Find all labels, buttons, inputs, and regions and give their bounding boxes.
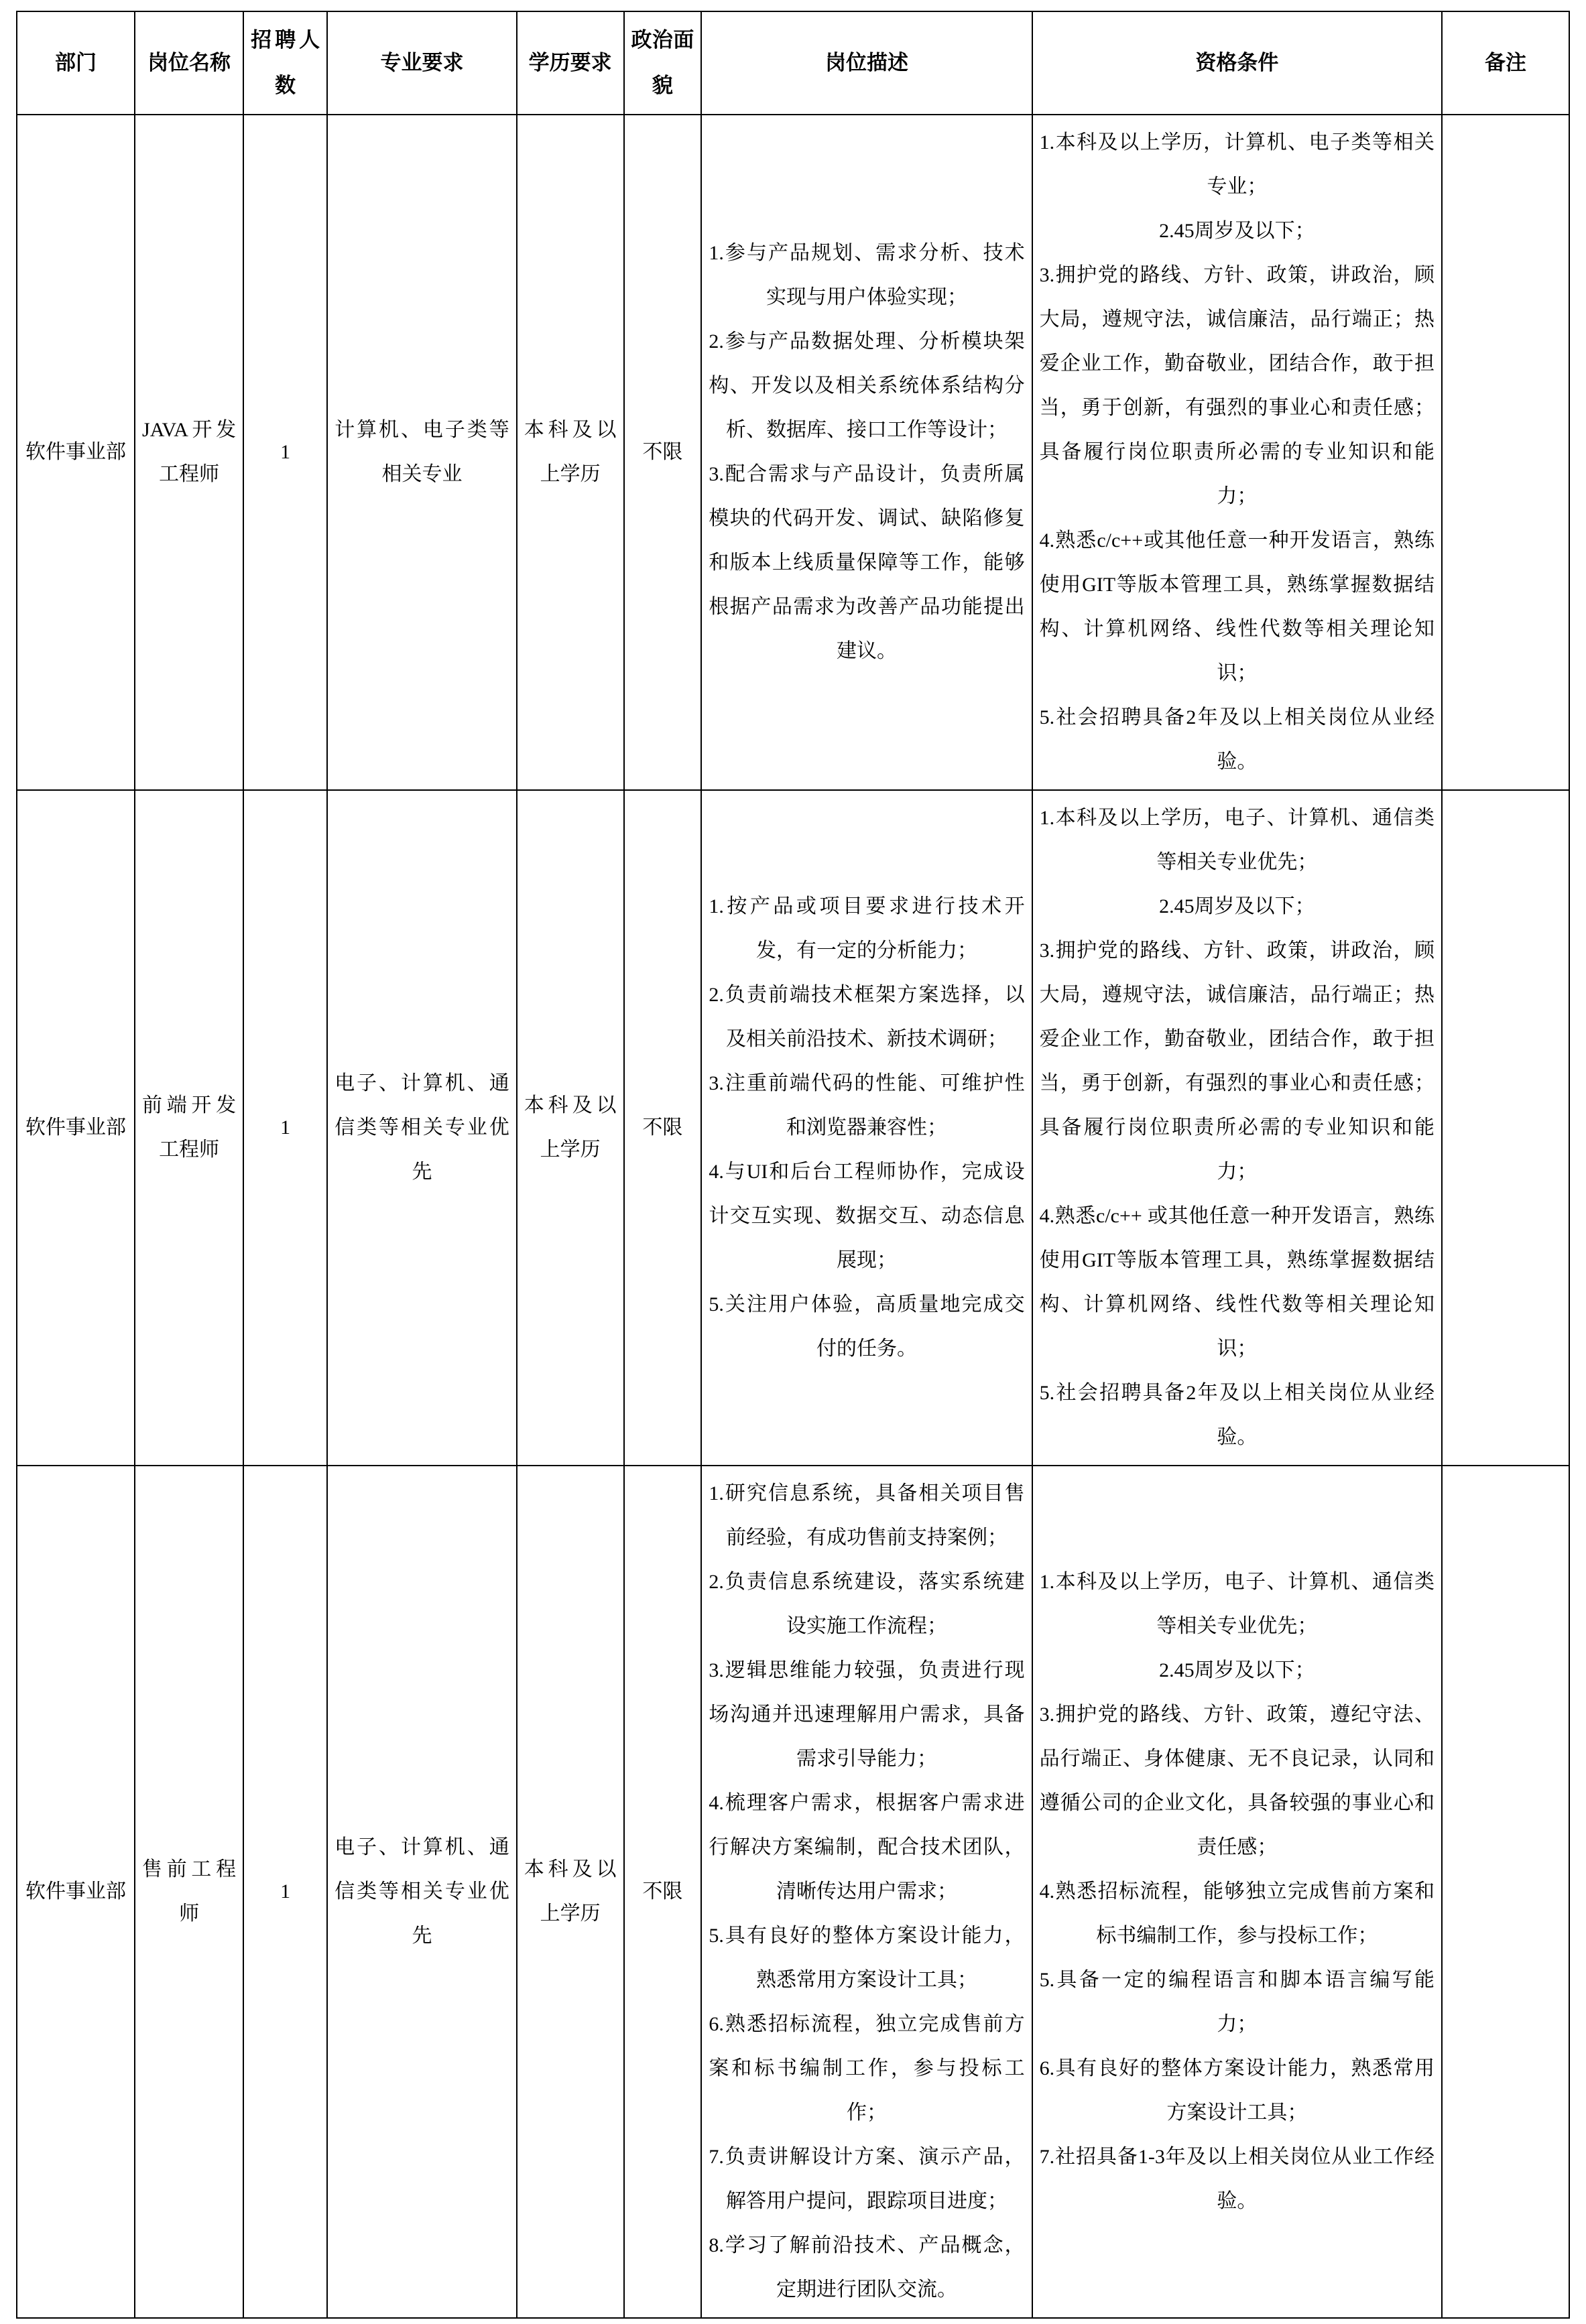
description-paragraph: 2.负责信息系统建设，落实系统建设实施工作流程； xyxy=(709,1571,1025,1638)
description-paragraph: 6.熟悉招标流程，独立完成售前方案和标书编制工作，参与投标工作； xyxy=(709,2013,1025,2124)
description-paragraph: 4.与UI和后台工程师协作，完成设计交互实现、数据交互、动态信息展现； xyxy=(709,1161,1025,1272)
column-header-political: 政治面貌 xyxy=(624,11,702,115)
qualifications-paragraph: 5.具备一定的编程语言和脚本语言编写能力； xyxy=(1039,1969,1435,2036)
description-paragraph: 4.梳理客户需求，根据客户需求进行解决方案编制，配合技术团队，清晰传达用户需求； xyxy=(709,1792,1025,1903)
qualifications-paragraph: 4.熟悉招标流程，能够独立完成售前方案和标书编制工作，参与投标工作； xyxy=(1039,1880,1435,1947)
cell-remark xyxy=(1442,115,1569,790)
description-paragraph: 3.逻辑思维能力较强，负责进行现场沟通并迅速理解用户需求，具备需求引导能力； xyxy=(709,1659,1025,1770)
qualifications-paragraph: 1.本科及以上学历，电子、计算机、通信类等相关专业优先； xyxy=(1039,1571,1435,1638)
description-paragraph: 5.具有良好的整体方案设计能力，熟悉常用方案设计工具； xyxy=(709,1925,1025,1992)
cell-position: 售前工程师 xyxy=(135,1466,243,2318)
qualifications-paragraph: 1.本科及以上学历，电子、计算机、通信类等相关专业优先； xyxy=(1039,807,1435,874)
cell-description xyxy=(701,115,1032,790)
cell-department: 软件事业部 xyxy=(17,115,135,790)
cell-position: JAVA开发工程师 xyxy=(135,115,243,790)
cell-education: 本科及以上学历 xyxy=(517,790,624,1466)
cell-political: 不限 xyxy=(624,790,702,1466)
table-header-row xyxy=(17,11,1569,115)
cell-major: 电子、计算机、通信类等相关专业优先 xyxy=(327,790,517,1466)
description-paragraph: 1.参与产品规划、需求分析、技术实现与用户体验实现； xyxy=(709,242,1025,309)
table-body xyxy=(17,115,1569,2318)
description-paragraph: 5.关注用户体验，高质量地完成交付的任务。 xyxy=(709,1293,1025,1360)
cell-qualifications xyxy=(1032,1466,1442,2318)
qualifications-paragraph: 5.社会招聘具备2年及以上相关岗位从业经验。 xyxy=(1039,1382,1435,1449)
qualifications-paragraph: 4.熟悉c/c++ 或其他任意一种开发语言，熟练使用GIT等版本管理工具，熟练掌握数据结构、计算机网络、线性代数等相关理论知识； xyxy=(1039,1205,1435,1360)
description-paragraph: 7.负责讲解设计方案、演示产品，解答用户提问，跟踪项目进度； xyxy=(709,2146,1025,2213)
cell-qualifications xyxy=(1032,790,1442,1466)
column-header-position: 岗位名称 xyxy=(135,11,243,115)
cell-department: 软件事业部 xyxy=(17,790,135,1466)
cell-remark xyxy=(1442,1466,1569,2318)
description-paragraph: 3.注重前端代码的性能、可维护性和浏览器兼容性； xyxy=(709,1072,1025,1139)
qualifications-paragraph: 5.社会招聘具备2年及以上相关岗位从业经验。 xyxy=(1039,706,1435,773)
table-row xyxy=(17,790,1569,1466)
cell-position: 前端开发工程师 xyxy=(135,790,243,1466)
description-paragraph: 2.参与产品数据处理、分析模块架构、开发以及相关系统体系结构分析、数据库、接口工作等设计； xyxy=(709,330,1025,442)
qualifications-paragraph: 3.拥护党的路线、方针、政策，遵纪守法、品行端正、身体健康、无不良记录，认同和遵循公司的企业文化，具备较强的事业心和责任感； xyxy=(1039,1703,1435,1859)
table-row xyxy=(17,115,1569,790)
qualifications-paragraph: 4.熟悉c/c++或其他任意一种开发语言，熟练使用GIT等版本管理工具，熟练掌握数据结构、计算机网络、线性代数等相关理论知识； xyxy=(1039,529,1435,685)
description-paragraph: 2.负责前端技术框架方案选择，以及相关前沿技术、新技术调研； xyxy=(709,984,1025,1051)
qualifications-paragraph: 3.拥护党的路线、方针、政策，讲政治，顾大局，遵规守法，诚信廉洁，品行端正；热爱企业工作，勤奋敬业，团结合作，敢于担当，勇于创新，有强烈的事业心和责任感；具备履行岗位职责所必需的专业知识和能力； xyxy=(1039,264,1435,508)
description-paragraph: 1.研究信息系统，具备相关项目售前经验，有成功售前支持案例； xyxy=(709,1482,1025,1549)
cell-qualifications xyxy=(1032,115,1442,790)
qualifications-paragraph: 3.拥护党的路线、方针、政策，讲政治，顾大局，遵规守法，诚信廉洁，品行端正；热爱企业工作，勤奋敬业，团结合作，敢于担当，勇于创新，有强烈的事业心和责任感；具备履行岗位职责所必需的专业知识和能力； xyxy=(1039,940,1435,1183)
description-paragraph: 3.配合需求与产品设计，负责所属模块的代码开发、调试、缺陷修复和版本上线质量保障等工作，能够根据产品需求为改善产品功能提出建议。 xyxy=(709,463,1025,663)
cell-description xyxy=(701,790,1032,1466)
table-row xyxy=(17,1466,1569,2318)
qualifications-paragraph: 2.45周岁及以下； xyxy=(1159,220,1315,243)
cell-headcount: 1 xyxy=(243,1466,327,2318)
cell-major: 计算机、电子类等相关专业 xyxy=(327,115,517,790)
cell-education: 本科及以上学历 xyxy=(517,1466,624,2318)
qualifications-paragraph: 7.社招具备1-3年及以上相关岗位从业工作经验。 xyxy=(1039,2146,1435,2213)
description-paragraph: 1.按产品或项目要求进行技术开发，有一定的分析能力； xyxy=(709,895,1025,962)
qualifications-paragraph: 6.具有良好的整体方案设计能力，熟悉常用方案设计工具； xyxy=(1039,2057,1435,2124)
cell-major: 电子、计算机、通信类等相关专业优先 xyxy=(327,1466,517,2318)
cell-department: 软件事业部 xyxy=(17,1466,135,2318)
column-header-major: 专业要求 xyxy=(327,11,517,115)
column-header-description: 岗位描述 xyxy=(701,11,1032,115)
cell-headcount: 1 xyxy=(243,115,327,790)
qualifications-paragraph: 2.45周岁及以下； xyxy=(1159,895,1315,918)
cell-political: 不限 xyxy=(624,115,702,790)
column-header-department: 部门 xyxy=(17,11,135,115)
column-header-headcount: 招聘人数 xyxy=(243,11,327,115)
column-header-education: 学历要求 xyxy=(517,11,624,115)
qualifications-paragraph: 2.45周岁及以下； xyxy=(1159,1659,1315,1682)
cell-remark xyxy=(1442,790,1569,1466)
qualifications-paragraph: 1.本科及以上学历，计算机、电子类等相关专业； xyxy=(1039,131,1435,198)
column-header-qualifications: 资格条件 xyxy=(1032,11,1442,115)
cell-education: 本科及以上学历 xyxy=(517,115,624,790)
description-paragraph: 8.学习了解前沿技术、产品概念，定期进行团队交流。 xyxy=(709,2234,1025,2301)
recruitment-table xyxy=(16,11,1570,2319)
cell-description xyxy=(701,1466,1032,2318)
cell-political: 不限 xyxy=(624,1466,702,2318)
cell-headcount: 1 xyxy=(243,790,327,1466)
column-header-remark: 备注 xyxy=(1442,11,1569,115)
